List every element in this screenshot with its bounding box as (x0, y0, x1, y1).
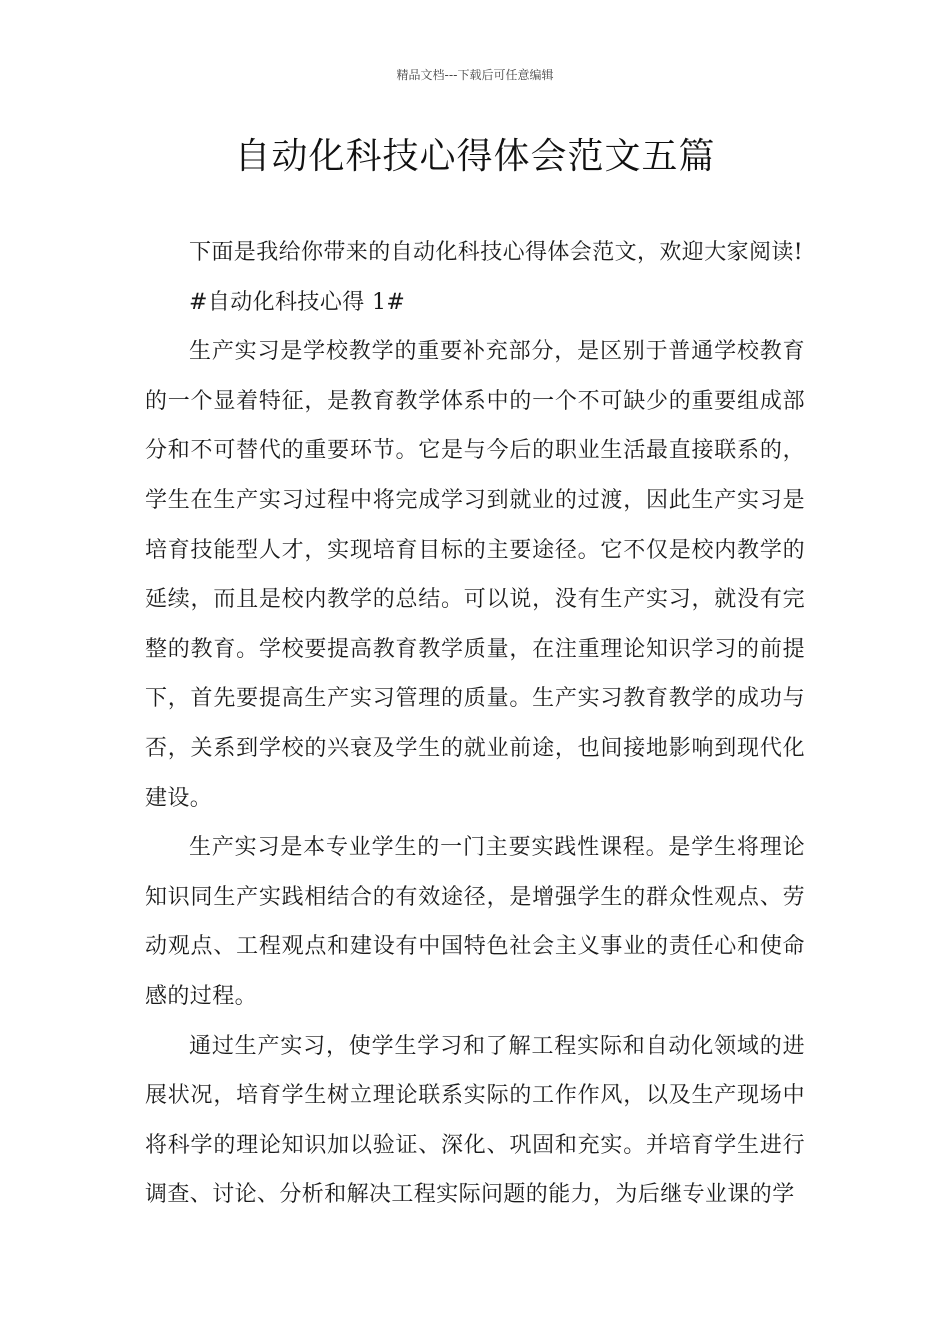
intro-paragraph: 下面是我给你带来的自动化科技心得体会范文，欢迎大家阅读! (189, 240, 804, 265)
document-body (145, 228, 805, 1220)
body-paragraph-3: 通过生产实习，使学生学习和了解工程实际和自动化领域的进展状况，培育学生树立理论联系实际的工作作风，以及生产现场中将科学的理论知识加以验证、深化、巩固和充实。并培育学生进行调查、讨论、分析和解决工程实际问题的能力，为后继专业课的学 (145, 1033, 805, 1208)
document-title: 自动化科技心得体会范文五篇 (234, 136, 716, 177)
header-note: 精品文档---下载后可任意编辑 (396, 68, 554, 82)
body-paragraph-1: 生产实习是学校教学的重要补充部分，是区别于普通学校教育的一个显着特征，是教育教学体系中的一个不可缺少的重要组成部分和不可替代的重要环节。它是与今后的职业生活最直接联系的，学生在生产实习过程中将完成学习到就业的过渡，因此生产实习是培育技能型人才，实现培育目标的主要途径。它不仅是校内教学的延续，而且是校内教学的总结。可以说，没有生产实习，就没有完整的教育。学校要提高教育教学质量，在注重理论知识学习的前提下，首先要提高生产实习管理的质量。生产实习教育教学的成功与否，关系到学校的兴衰及学生的就业前途，也间接地影响到现代化建设。 (145, 339, 805, 811)
body-paragraph-2: 生产实习是本专业学生的一门主要实践性课程。是学生将理论知识同生产实践相结合的有效途径，是增强学生的群众性观点、劳动观点、工程观点和建设有中国特色社会主义事业的责任心和使命感的过程。 (145, 835, 805, 1009)
section-heading: #自动化科技心得 1# (189, 289, 406, 315)
